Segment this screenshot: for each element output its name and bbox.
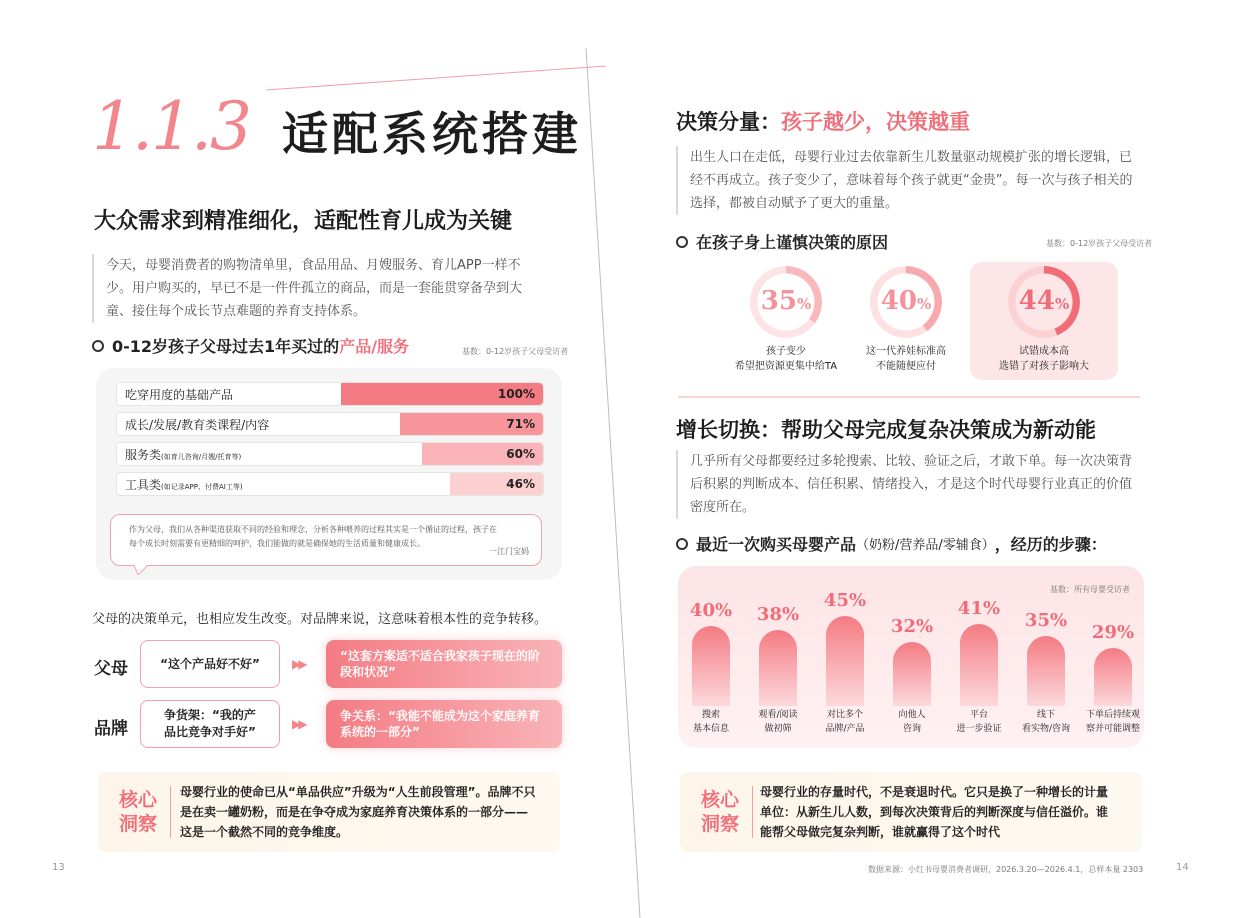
reason-caption-line: 孩子变少 [766,346,806,357]
left-page-number: 13 [52,862,65,873]
quote-author: 一江门宝妈 [489,547,529,556]
quote-line: 作为父母，我们从各种渠道获取不同的经验和理念，分析各种喂养的过程其实是一个循证的过程，孩子在 [129,525,497,534]
step-label-line: 平台 [969,710,988,720]
step-value: 41% [957,598,1001,619]
left-intro-line: 少。用户购买的，早已不是一件件孤立的商品，而是一套能贯穿备孕到大 [106,281,523,296]
right-intro2-line: 几乎所有父母都要经过多轮搜索、比较、验证之后，才敢下单。每一次决策背 [690,454,1133,469]
section-number: 1.1.3 [92,88,250,165]
core-line: 母婴行业的使命已从“单品供应”升级为“人生前段管理”。品牌不只 [180,785,536,799]
step-bar [893,642,931,706]
products-chart-title-plain: 0-12岁孩子父母过去1年买过的 [112,337,340,356]
section-title: 适配系统搭建 [282,107,582,161]
reasons-base: 基数：0-12岁孩子父母受访者 [1046,239,1153,248]
steps-title-end: ，经历的步骤： [994,535,1107,554]
reason-percent-number: 35 [760,286,797,316]
data-source: 数据来源：小红书母婴消费者调研，2026.3.20—2026.4.1，总样本量 2303 [868,865,1144,874]
product-bar-label: 成长/发展/教育类课程/内容 [125,418,270,432]
parent-quote-bubble [110,514,542,566]
reason-percent-number: 44 [1018,286,1055,316]
reason-caption-line: 选错了对孩子影响大 [999,361,1089,372]
step-label-line: 做初筛 [764,724,792,734]
reason-caption [716,344,856,374]
core-line: 单位：从新生儿人数，到每次决策背后的判断深度与信任溢价。谁 [760,805,1109,819]
product-bar-value: 46% [506,477,535,491]
core-line: 能帮父母做完复杂判断，谁就赢得了这个时代 [760,825,1001,839]
step-value: 29% [1091,622,1135,643]
core-insight-text [180,782,552,842]
products-chart-title-accent: 产品/服务 [339,337,410,356]
steps-base: 基数：所有母婴受访者 [1050,585,1130,594]
steps-title-main: 最近一次购买母婴产品 [696,535,857,554]
core-insight-title-line: 核心 [118,789,157,811]
core-insight-title-line: 核心 [700,789,739,811]
core-insight-title [696,788,744,836]
core-divider [752,786,753,838]
left-core-insight [98,772,560,852]
circle-bullet-icon [676,538,688,550]
parent-new-question: “这套方案适不适合我家孩子现在的阶段和状况” [326,640,562,688]
reason-percent [984,286,1104,316]
product-bar-label: 工具类(如记录APP、付费AI工等) [125,478,243,492]
step-value: 40% [689,600,733,621]
step-bar [692,626,730,706]
brand-role-label: 品牌 [94,719,128,739]
core-insight-text [760,782,1136,842]
reason-caption-line: 试错成本高 [1019,346,1069,357]
circle-bullet-icon [676,236,688,248]
left-heading: 大众需求到精准细化，适配性育儿成为关键 [94,208,513,234]
step-value: 45% [823,590,867,611]
shift-sentence: 父母的决策单元，也相应发生改变。对品牌来说，这意味着根本性的竞争转移。 [92,612,548,627]
step-bar [960,624,998,706]
brand-old-competition: 争货架：“我的产品比竞争对手好” [140,700,280,748]
reasons-title-text: 在孩子身上谨慎决策的原因 [696,233,889,252]
right-heading-2: 增长切换：帮助父母完成复杂决策成为新动能 [676,417,1096,442]
reason-percent-unit: % [1054,295,1070,313]
reason-caption-line: 这一代养娃标准高 [866,346,946,357]
left-intro-line: 童、接住每个成长节点难题的养育支持体系。 [106,304,367,319]
step-label-line: 向他人 [898,710,926,720]
step-label-line: 搜索 [701,710,720,720]
right-intro-line: 经不再成立。孩子变少了，意味着每个孩子就更“金贵”。每一次与孩子相关的 [690,173,1133,188]
right-intro2-line: 密度所在。 [690,500,756,515]
step-label-line: 品牌/产品 [825,724,865,734]
steps-title-sub: （奶粉/营养品/零辅食） [856,538,995,553]
products-chart-title [92,334,409,357]
products-chart-base: 基数：0-12岁孩子父母受访者 [462,347,569,356]
right-page-number: 14 [1176,862,1189,873]
reason-caption [974,344,1114,374]
quote-line: 每个成长时刻需要有更精细的呵护，我们能做的就是确保她的生活质量和健康成长。 [129,539,425,548]
product-bar-label: 吃穿用度的基础产品 [125,388,234,402]
core-insight-title-line: 洞察 [700,813,739,835]
circle-bullet-icon [92,340,104,352]
product-bar-row [116,412,544,436]
reason-percent [846,286,966,316]
steps-title [676,532,1107,555]
step-bar [1094,648,1132,706]
step-value: 32% [890,616,934,637]
quote-tail-icon [134,565,152,575]
reason-caption-line: 不能随便应付 [876,361,936,372]
step-label-line: 观看/阅读 [758,710,798,720]
left-intro-line: 今天，母婴消费者的购物清单里，食品用品、月嫂服务、育儿APP一样不 [106,258,521,273]
right-core-insight [680,772,1142,852]
right-intro-line: 选择，都被自动赋予了更大的重量。 [690,196,899,211]
step-label-line: 察并可能调整 [1085,724,1140,734]
right-intro [676,146,1146,215]
reason-caption [836,344,976,374]
right-heading-plain: 决策分量： [676,109,781,134]
right-heading-accent: 孩子越少，决策越重 [781,109,970,134]
product-bar-value: 60% [506,447,535,461]
reason-percent [726,286,846,316]
step-label-line: 下单后持续观 [1085,710,1140,720]
step-bar [826,616,864,706]
core-line: 是在卖一罐奶粉，而是在争夺成为家庭养育决策体系的一部分—— [180,805,529,819]
reason-percent-unit: % [796,295,812,313]
step-label-line: 线下 [1036,710,1055,720]
right-heading [676,106,970,136]
product-bar-value: 100% [497,387,535,401]
product-bar-row [116,382,544,406]
reason-percent-number: 40 [880,286,917,316]
core-insight-title-line: 洞察 [118,813,157,835]
product-bar-value: 71% [506,417,535,431]
step-value: 38% [756,604,800,625]
step-label [1073,708,1153,736]
step-label-line: 咨询 [902,724,921,734]
right-intro-2 [676,450,1146,519]
core-insight-title [114,788,162,836]
left-intro [92,254,542,323]
parent-arrow-icon: ▶▶ [292,657,305,671]
product-bar-row [116,442,544,466]
reasons-title [676,230,888,253]
step-bar [759,630,797,706]
product-bar-label: 服务类(如育儿咨询/月嫂/托育等) [125,448,242,462]
product-bar-label-note: (如记录APP、付费AI工等) [161,483,243,491]
reason-percent-unit: % [916,295,932,313]
parent-quote-text [129,523,529,551]
core-divider [170,786,171,838]
brand-new-competition: 争关系：“我能不能成为这个家庭养育系统的一部分” [326,700,562,748]
step-bar [1027,636,1065,706]
reason-caption-line: 希望把资源更集中给TA [734,361,838,372]
steps-chart-panel [678,566,1144,748]
step-label-line: 对比多个 [826,710,863,720]
parent-old-question: “这个产品好不好” [140,640,280,688]
step-label-line: 基本信息 [692,724,729,734]
step-label-line: 进一步验证 [956,724,1002,734]
right-intro-line: 出生人口在走低，母婴行业过去依靠新生儿数量驱动规模扩张的增长逻辑，已 [690,150,1133,165]
products-chart-panel [96,368,562,580]
core-line: 这是一个截然不同的竞争维度。 [180,825,349,839]
core-line: 母婴行业的存量时代，不是衰退时代。它只是换了一种增长的计量 [760,785,1109,799]
product-bar-row [116,472,544,496]
brand-arrow-icon: ▶▶ [292,717,305,731]
right-intro2-line: 后积累的判断成本、信任积累、情绪投入，才是这个时代母婴行业真正的价值 [690,477,1133,492]
step-value: 35% [1024,610,1068,631]
parent-role-label: 父母 [94,659,128,679]
step-label-line: 看实物/咨询 [1021,724,1071,734]
product-bar-label-note: (如育儿咨询/月嫂/托育等) [161,453,242,461]
